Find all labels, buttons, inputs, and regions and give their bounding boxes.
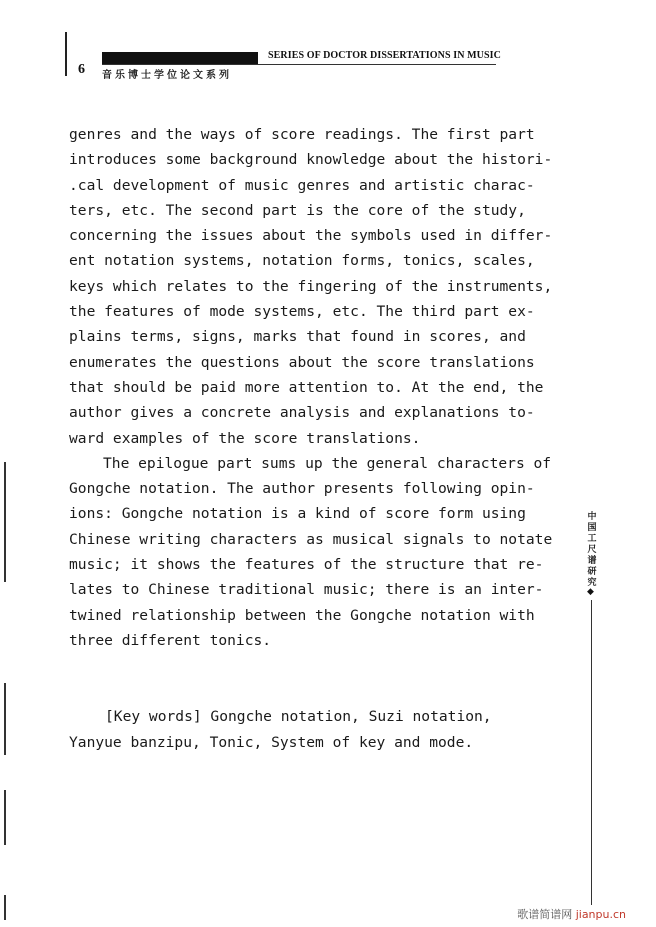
text-line: The epilogue part sums up the general characters of xyxy=(103,454,552,472)
side-vertical-rule xyxy=(591,600,592,905)
chinese-series-title: 音乐博士学位论文系列 xyxy=(102,70,232,81)
series-title: SERIES OF DOCTOR DISSERTATIONS IN MUSIC xyxy=(268,50,501,61)
text-line: music; it shows the features of the structure that re- xyxy=(69,556,544,574)
keywords-line: Yanyue banzipu, Tonic, System of key and mode. xyxy=(69,734,474,751)
text-line: introduces some background knowledge about the histori- xyxy=(69,151,553,169)
scan-edge-mark xyxy=(4,790,6,845)
diamond-icon: ◆ xyxy=(587,587,594,597)
text-line: author gives a concrete analysis and explanations to- xyxy=(69,404,535,422)
text-line: keys which relates to the fingering of the instruments, xyxy=(69,277,553,295)
header-black-bar xyxy=(102,52,258,64)
watermark-cn: 歌谱简谱网 xyxy=(517,908,573,921)
keywords-line: [Key words] Gongche notation, Suzi notation, xyxy=(105,708,492,725)
paragraph-1 xyxy=(69,122,562,451)
paragraph-2 xyxy=(69,451,562,653)
keywords-block xyxy=(69,704,562,756)
side-running-title: 中国工尺谱研究 xyxy=(587,512,597,588)
text-line: ters, etc. The second part is the core of the study, xyxy=(69,201,526,219)
text-line: ions: Gongche notation is a kind of score form using xyxy=(69,505,526,523)
text-line: plains terms, signs, marks that found in scores, and xyxy=(69,328,526,346)
scan-edge-mark xyxy=(4,683,6,755)
page-number: 6 xyxy=(78,62,85,77)
text-line: ward examples of the score translations. xyxy=(69,429,421,447)
text-line: twined relationship between the Gongche notation with xyxy=(69,606,535,624)
watermark xyxy=(517,906,626,922)
text-line: concerning the issues about the symbols used in differ- xyxy=(69,227,553,245)
watermark-url: jianpu.cn xyxy=(575,908,626,921)
text-line: Chinese writing characters as musical signals to notate xyxy=(69,530,553,548)
header-vertical-rule xyxy=(65,32,67,76)
text-line: the features of mode systems, etc. The third part ex- xyxy=(69,303,535,321)
text-line: ent notation systems, notation forms, tonics, scales, xyxy=(69,252,535,270)
abstract-body xyxy=(69,122,562,653)
text-line: genres and the ways of score readings. The first part xyxy=(69,126,535,143)
text-line: enumerates the questions about the score translations xyxy=(69,353,535,371)
text-line: .cal development of music genres and artistic charac- xyxy=(69,176,535,194)
text-line: lates to Chinese traditional music; there is an inter- xyxy=(69,581,544,599)
header-rule xyxy=(102,64,496,65)
text-line: that should be paid more attention to. At the end, the xyxy=(69,378,544,396)
scan-edge-mark xyxy=(4,462,6,582)
scan-edge-mark xyxy=(4,895,6,920)
text-line: Gongche notation. The author presents following opin- xyxy=(69,480,535,498)
text-line: three different tonics. xyxy=(69,631,272,649)
